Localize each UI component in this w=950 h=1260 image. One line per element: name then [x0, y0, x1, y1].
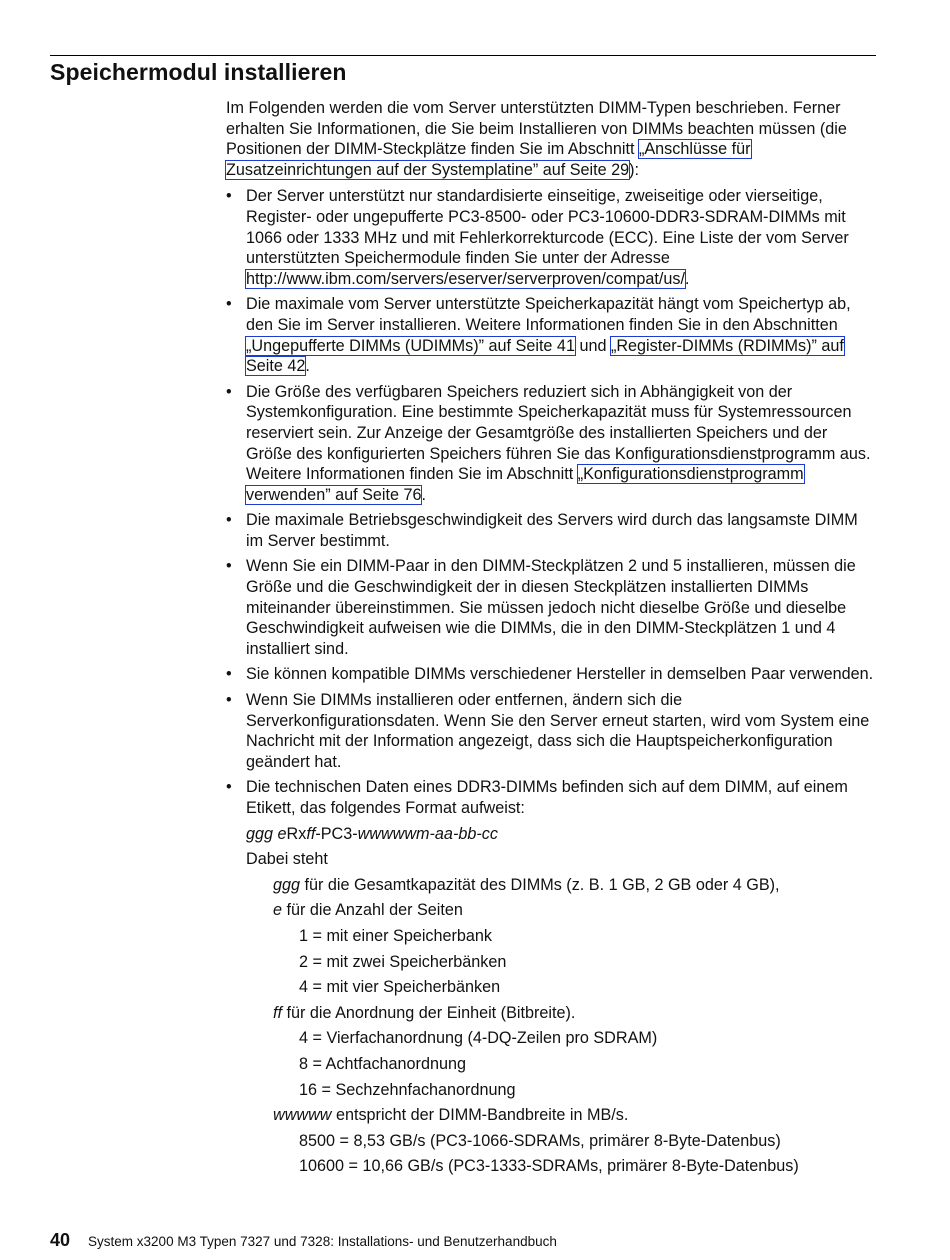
intro-text: Im Folgenden werden die vom Server unterstützten DIMM-Typen beschrieben. Ferner erhalten Sie Informationen, die Sie beim Installieren von DIMMs beachten müssen (die Positionen der DIMM-Steckplätze finden Sie im Abschnitt	[226, 99, 847, 159]
value-line: 8500 = 8,53 GB/s (PC3-1066-SDRAMs, primärer 8-Byte-Datenbus)	[299, 1131, 781, 1150]
footer-text: System x3200 M3 Typen 7327 und 7328: Installations- und Benutzerhandbuch	[88, 1234, 557, 1249]
list-item-text-end: .	[421, 485, 426, 504]
list-item-text-mid: und	[574, 336, 611, 355]
list-item	[226, 382, 876, 506]
list-item	[226, 777, 876, 1177]
list-item	[226, 664, 876, 685]
list-item-text-end: .	[305, 357, 310, 376]
value-line: 4 = Vierfachanordnung (4-DQ-Zeilen pro SDRAM)	[299, 1029, 658, 1048]
list-item	[226, 556, 876, 659]
term: e	[273, 901, 283, 920]
top-rule	[50, 55, 876, 56]
list-item	[226, 186, 876, 289]
page-footer	[50, 1230, 557, 1251]
page-number: 40	[50, 1230, 71, 1250]
list-item-text: Die Größe des verfügbaren Speichers reduziert sich in Abhängigkeit von der Systemkonfiguration. Eine bestimmte Speicherkapazität muss für Systemressourcen reserviert sein. Zur Anzeige der Gesamtgröße des installierten Speichers und der Größe des konfigurierten Speichers führen Sie das Konfigurationsdienstprogramm aus. Weitere Informationen finden Sie im Abschnitt	[246, 382, 871, 484]
format-rx: Rx	[286, 824, 307, 843]
term: ff	[273, 1003, 282, 1022]
list-item	[226, 294, 876, 376]
wwwww-definition	[246, 1105, 876, 1126]
ff-definition	[246, 1003, 876, 1024]
requirements-list	[226, 186, 876, 1177]
list-item-text: Die maximale vom Server unterstützte Speicherkapazität hängt vom Speichertyp ab, den Sie im Server installieren. Weitere Informationen finden Sie in den Abschnitten	[246, 295, 851, 334]
format-e: e	[277, 824, 287, 843]
term-desc: für die Anordnung der Einheit (Bitbreite).	[282, 1003, 576, 1022]
value-line: 4 = mit vier Speicherbänken	[299, 978, 501, 997]
config-utility-link[interactable]: „Konfigurationsdienstprogramm verwenden” auf Seite 76	[246, 465, 804, 504]
value-line: 1 = mit einer Speicherbank	[299, 926, 493, 945]
format-ggg: ggg	[246, 824, 274, 843]
list-item-text: Wenn Sie DIMMs installieren oder entfernen, ändern sich die Serverkonfigurationsdaten. Wenn Sie den Server erneut starten, wird vom System eine Nachricht mit der Information angezeigt, dass sich die Hauptspeicherkonfiguration geändert hat.	[246, 691, 870, 771]
term-desc: entspricht der DIMM-Bandbreite in MB/s.	[331, 1106, 629, 1125]
label-format	[246, 824, 876, 845]
term-desc: für die Anzahl der Seiten	[282, 901, 463, 920]
term: wwwww	[273, 1106, 332, 1125]
list-item-text: Wenn Sie ein DIMM-Paar in den DIMM-Steckplätzen 2 und 5 installieren, müssen die Größe und die Geschwindigkeit der in diesen Steckplätzen installierten DIMMs miteinander übereinstimmen. Sie müssen jedoch nicht dieselbe Größe und dieselbe Geschwindigkeit aufweisen wie die DIMMs, die in den DIMM-Steckplätzen 1 und 4 installiert sind.	[246, 557, 856, 658]
intro-link[interactable]: „Anschlüsse für Zusatzeinrichtungen auf der Systemplatine” auf Seite 29	[226, 140, 751, 179]
term-desc: für die Gesamtkapazität des DIMMs (z. B. 1 GB, 2 GB oder 4 GB),	[300, 875, 780, 894]
format-pc3: -PC3-	[315, 824, 358, 843]
value-line: 16 = Sechzehnfachanordnung	[299, 1080, 516, 1099]
main-content	[226, 98, 876, 1182]
dabei-label: Dabei steht	[246, 850, 328, 869]
value-line: 8 = Achtfachanordnung	[299, 1054, 466, 1073]
e-definition	[246, 900, 876, 921]
list-item	[226, 510, 876, 551]
udimm-link[interactable]: „Ungepufferte DIMMs (UDIMMs)” auf Seite 41	[246, 336, 575, 355]
list-item-text: Die maximale Betriebsgeschwindigkeit des Servers wird durch das langsamste DIMM im Server bestimmt.	[246, 511, 858, 550]
list-item-text: Die technischen Daten eines DDR3-DIMMs befinden sich auf dem DIMM, auf einem Etikett, das folgendes Format aufweist:	[246, 778, 848, 817]
format-suffix: wwwwwm-aa-bb-cc	[357, 824, 498, 843]
ibm-url-link[interactable]: http://www.ibm.com/servers/eserver/serverproven/compat/us/	[246, 269, 686, 288]
rdimm-link[interactable]: „Register-DIMMs (RDIMMs)” auf Seite 42	[246, 336, 844, 376]
term: ggg	[273, 875, 301, 894]
list-item-text-end: .	[685, 269, 690, 288]
intro-text-end: ):	[629, 160, 640, 179]
list-item-text: Sie können kompatible DIMMs verschiedener Hersteller in demselben Paar verwenden.	[246, 665, 874, 684]
ggg-definition	[246, 875, 876, 896]
value-line: 2 = mit zwei Speicherbänken	[299, 952, 507, 971]
list-item-text: Der Server unterstützt nur standardisierte einseitige, zweiseitige oder vierseitige, Register- oder ungepufferte PC3-8500- oder PC3-10600-DDR3-SDRAM-DIMMs mit 1066 oder 1333 MHz und mit Fehlerkorrekturcode (ECC). Eine Liste der vom Server unterstützten Speichermodule finden Sie unter der Adresse	[246, 187, 849, 268]
value-line: 10600 = 10,66 GB/s (PC3-1333-SDRAMs, primärer 8-Byte-Datenbus)	[299, 1157, 799, 1176]
list-item	[226, 690, 876, 772]
intro-paragraph	[226, 98, 876, 180]
section-heading: Speichermodul installieren	[50, 59, 347, 85]
format-ff: ff	[306, 824, 316, 843]
